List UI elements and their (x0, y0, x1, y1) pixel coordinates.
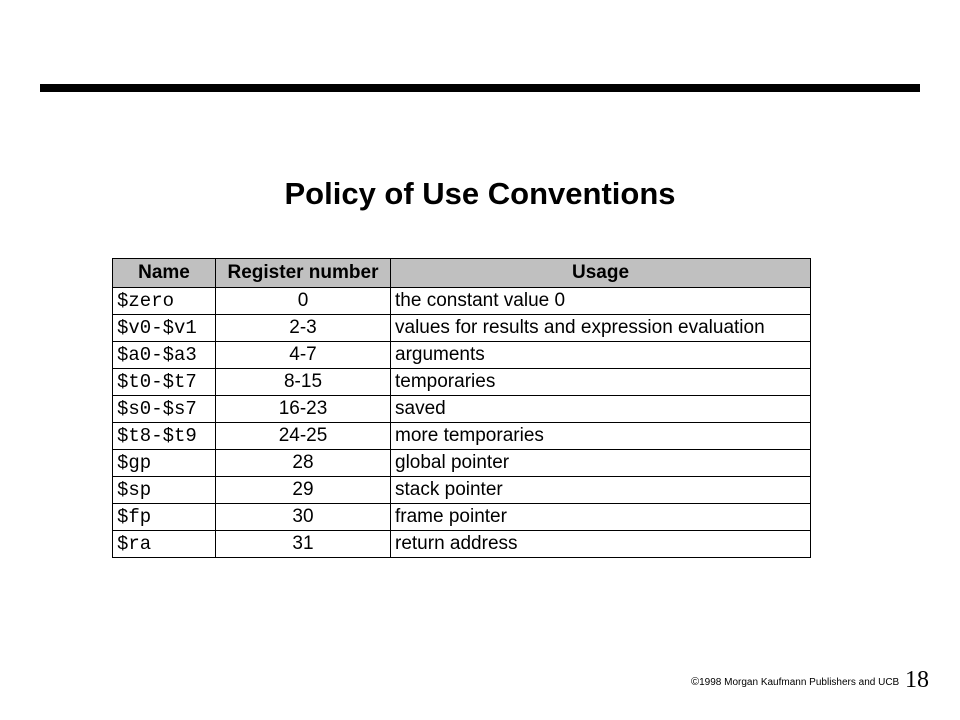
table-row (113, 288, 811, 315)
register-usage-cell: global pointer (391, 450, 811, 477)
register-name-cell: $ra (113, 531, 216, 558)
register-number-cell: 30 (216, 504, 391, 531)
register-usage-cell: saved (391, 396, 811, 423)
register-name-cell: $t8-$t9 (113, 423, 216, 450)
copyright-symbol: © (691, 676, 700, 688)
register-name-cell: $v0-$v1 (113, 315, 216, 342)
page-number: 18 (905, 667, 929, 693)
register-conventions-table (112, 258, 811, 558)
register-number-cell: 0 (216, 288, 391, 315)
register-number-cell: 16-23 (216, 396, 391, 423)
table-row (113, 396, 811, 423)
table-row (113, 369, 811, 396)
register-number-cell: 28 (216, 450, 391, 477)
register-usage-cell: arguments (391, 342, 811, 369)
register-usage-cell: the constant value 0 (391, 288, 811, 315)
register-name-cell: $fp (113, 504, 216, 531)
table-row (113, 423, 811, 450)
column-header-register-number: Register number (216, 259, 391, 288)
table-row (113, 450, 811, 477)
register-usage-cell: return address (391, 531, 811, 558)
register-name-cell: $a0-$a3 (113, 342, 216, 369)
register-number-cell: 4-7 (216, 342, 391, 369)
register-number-cell: 2-3 (216, 315, 391, 342)
table-row (113, 477, 811, 504)
register-usage-cell: temporaries (391, 369, 811, 396)
slide-title: Policy of Use Conventions (284, 176, 676, 211)
register-name-cell: $sp (113, 477, 216, 504)
copyright-text: 1998 Morgan Kaufmann Publishers and UCB (699, 677, 900, 688)
copyright-notice (691, 676, 899, 689)
register-name-cell: $gp (113, 450, 216, 477)
register-number-cell: 31 (216, 531, 391, 558)
table-row (113, 315, 811, 342)
register-usage-cell: values for results and expression evaluation (391, 315, 811, 342)
column-header-name: Name (113, 259, 216, 288)
register-number-cell: 8-15 (216, 369, 391, 396)
table-row (113, 342, 811, 369)
top-divider (40, 84, 920, 92)
register-name-cell: $zero (113, 288, 216, 315)
register-number-cell: 24-25 (216, 423, 391, 450)
table-header-row (113, 259, 811, 288)
register-usage-cell: more temporaries (391, 423, 811, 450)
register-name-cell: $t0-$t7 (113, 369, 216, 396)
table-row (113, 504, 811, 531)
register-usage-cell: frame pointer (391, 504, 811, 531)
register-number-cell: 29 (216, 477, 391, 504)
column-header-usage: Usage (391, 259, 811, 288)
table-row (113, 531, 811, 558)
register-usage-cell: stack pointer (391, 477, 811, 504)
register-name-cell: $s0-$s7 (113, 396, 216, 423)
